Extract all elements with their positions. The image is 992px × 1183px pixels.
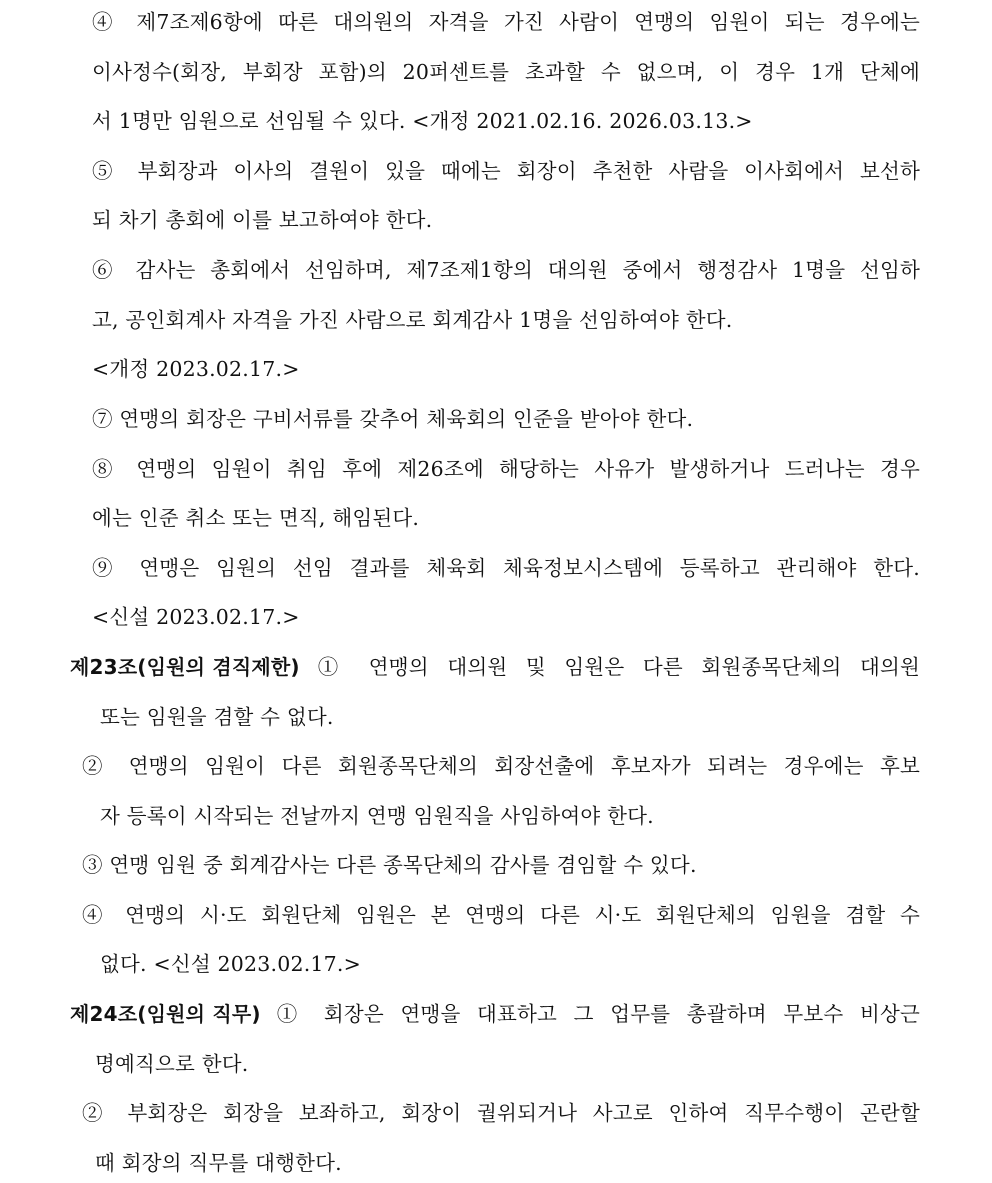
art22-p9-line1: ⑨ 연맹은 임원의 선임 결과를 체육회 체육정보시스템에 등록하고 관리해야 한다. [92,556,920,580]
art22-p6-line2: 고, 공인회계사 자격을 가진 사람으로 회계감사 1명을 선임하여야 한다. [92,308,733,332]
art23-p1-line1: ① 연맹의 대의원 및 임원은 다른 회원종목단체의 대의원 [317,655,920,679]
art24-line1 [70,999,920,1029]
art22-p8-line2: 에는 인준 취소 또는 면직, 해임된다. [92,506,420,530]
art24-heading: 제24조(임원의 직무) [70,1002,261,1026]
art24-p2-line2: 때 회장의 직무를 대행한다. [95,1151,342,1175]
art23-p4-line2: 없다. <신설 2023.02.17.> [100,952,362,976]
art22-p6-line1: ⑥ 감사는 총회에서 선임하며, 제7조제1항의 대의원 중에서 행정감사 1명을 선임하 [92,258,920,282]
art23-p1-line2: 또는 임원을 겸할 수 없다. [100,705,334,729]
art24-p1-line1: ① 회장은 연맹을 대표하고 그 업무를 총괄하며 무보수 비상근 [276,1002,920,1026]
art23-p2-line2: 자 등록이 시작되는 전날까지 연맹 임원직을 사임하여야 한다. [100,804,654,828]
art23-line1 [70,652,920,682]
art24-p2-line1: ② 부회장은 회장을 보좌하고, 회장이 궐위되거나 사고로 인하여 직무수행이 곤란할 [82,1101,920,1125]
art22-p8-line1: ⑧ 연맹의 임원이 취임 후에 제26조에 해당하는 사유가 발생하거나 드러나는 경우 [92,457,920,481]
art23-p4-line1: ④ 연맹의 시·도 회원단체 임원은 본 연맹의 다른 시·도 회원단체의 임원을 겸할 수 [82,903,920,927]
art23-p3-line1: ③ 연맹 임원 중 회계감사는 다른 종목단체의 감사를 겸임할 수 있다. [82,853,697,877]
art23-heading: 제23조(임원의 겸직제한) [70,655,300,679]
art23-p2-line1: ② 연맹의 임원이 다른 회원종목단체의 회장선출에 후보자가 되려는 경우에는 후보 [82,754,920,778]
art22-p4-line1: ④ 제7조제6항에 따른 대의원의 자격을 가진 사람이 연맹의 임원이 되는 경우에는 [92,10,920,34]
art22-p5-line1: ⑤ 부회장과 이사의 결원이 있을 때에는 회장이 추천한 사람을 이사회에서 보선하 [92,159,920,183]
art22-p4-line2: 이사정수(회장, 부회장 포함)의 20퍼센트를 초과할 수 없으며, 이 경우 1개 단체에 [92,60,920,84]
art22-p7-line1: ⑦ 연맹의 회장은 구비서류를 갖추어 체육회의 인준을 받아야 한다. [92,407,694,431]
art22-p6-line3: <개정 2023.02.17.> [92,357,300,381]
art24-p1-line2: 명예직으로 한다. [95,1052,249,1076]
art22-p4-line3: 서 1명만 임원으로 선임될 수 있다. <개정 2021.02.16. 2026.03.13.> [92,109,753,133]
art22-p9-line2: <신설 2023.02.17.> [92,605,300,629]
art22-p5-line2: 되 차기 총회에 이를 보고하여야 한다. [92,208,433,232]
